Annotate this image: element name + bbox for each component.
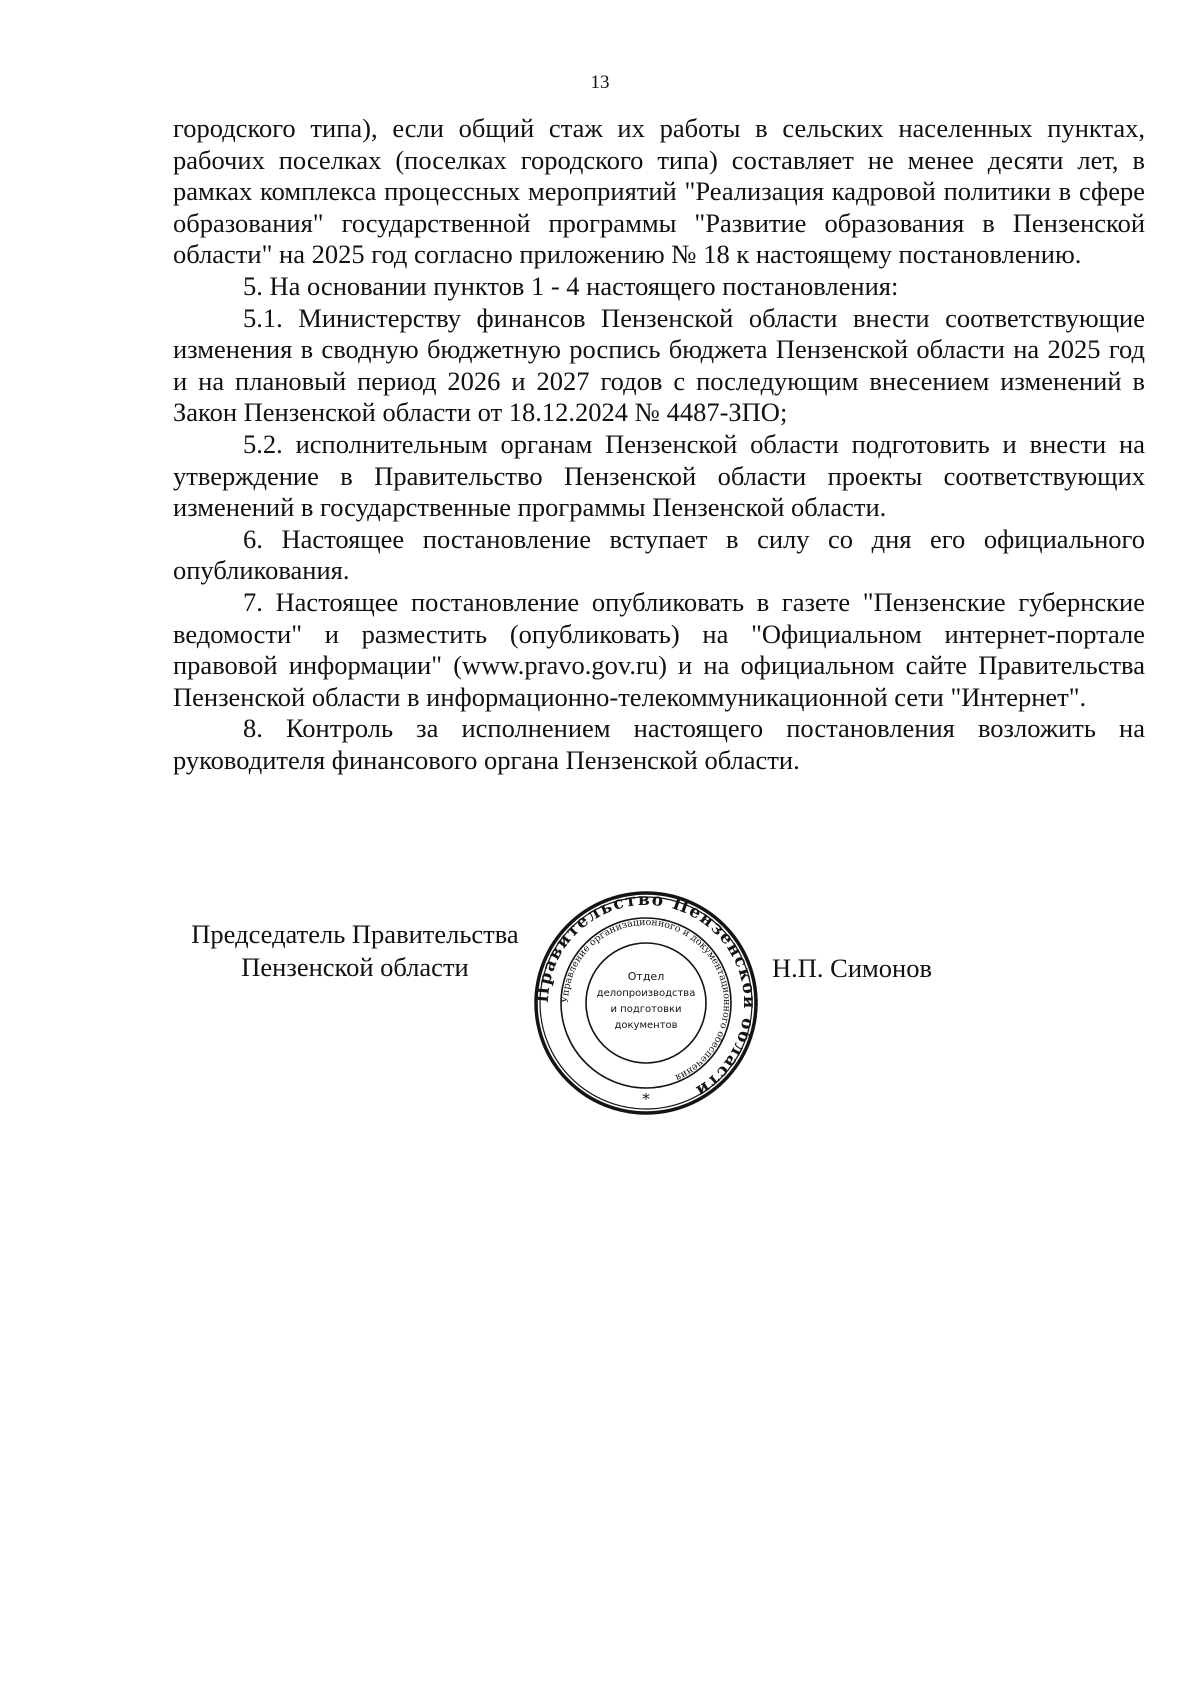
paragraph-item-5: 5. На основании пунктов 1 - 4 настоящего постановления: xyxy=(243,270,899,301)
stamp-middle-text: Управление организационного и документационного обеспечения xyxy=(559,916,733,1084)
paragraph-item-5-1: 5.1. Министерству финансов Пензенской области внести соответствующие изменения в сводную бюджетную роспись бюджета Пензенской области на 2025 год и на плановый период 2026 и 2027 годов с последующим внесением изменений в Закон Пензенской области от 18.12.2024 № 4487-ЗПО; xyxy=(173,302,1145,428)
stamp-star: * xyxy=(642,1090,650,1108)
page-number: 13 xyxy=(590,72,610,93)
stamp-inner-ring xyxy=(586,943,706,1063)
stamp-inner-line-3: и подготовки xyxy=(610,1004,682,1015)
signatory-title xyxy=(170,918,540,984)
signatory-title-line-2: Пензенской области xyxy=(241,952,469,982)
stamp-inner-line-4: документов xyxy=(614,1020,678,1031)
paragraph-item-5-2: 5.2. исполнительным органам Пензенской области подготовить и внести на утверждение в Правительство Пензенской области проекты соответствующих изменений в государственные программы Пензенской области. xyxy=(173,428,1145,523)
stamp-outer-text: Правительство Пензенской области xyxy=(533,890,759,1102)
stamp-inner-line-2: делопроизводства xyxy=(596,988,696,999)
signatory-title-line-1: Председатель Правительства xyxy=(191,919,519,949)
paragraph-item-7: 7. Настоящее постановление опубликовать в газете "Пензенские губернские ведомости" и разместить (опубликовать) на "Официальном интернет-портале правовой информации" (www.pravo.gov.ru) и на официальном сайте Правительства Пензенской области в информационно-телекоммуникационной сети "Интернет". xyxy=(173,586,1145,712)
document-body xyxy=(173,113,1145,776)
paragraph-item-6: 6. Настоящее постановление вступает в силу со дня его официального опубликования. xyxy=(173,523,1145,586)
official-seal-stamp xyxy=(533,890,759,1116)
paragraph-item-8: 8. Контроль за исполнением настоящего постановления возложить на руководителя финансового органа Пензенской области. xyxy=(173,713,1145,775)
signatory-name: Н.П. Симонов xyxy=(772,953,932,983)
paragraph-continuation: городского типа), если общий стаж их работы в сельских населенных пунктах, рабочих поселках (поселках городского типа) составляет не менее десяти лет, в рамках комплекса процессных мероприятий "Реализация кадровой политики в сфере образования" государственной программы "Развитие образования в Пензенской области" на 2025 год согласно приложению № 18 к настоящему постановлению. xyxy=(173,113,1145,270)
stamp-inner-line-1: Отдел xyxy=(627,970,665,983)
